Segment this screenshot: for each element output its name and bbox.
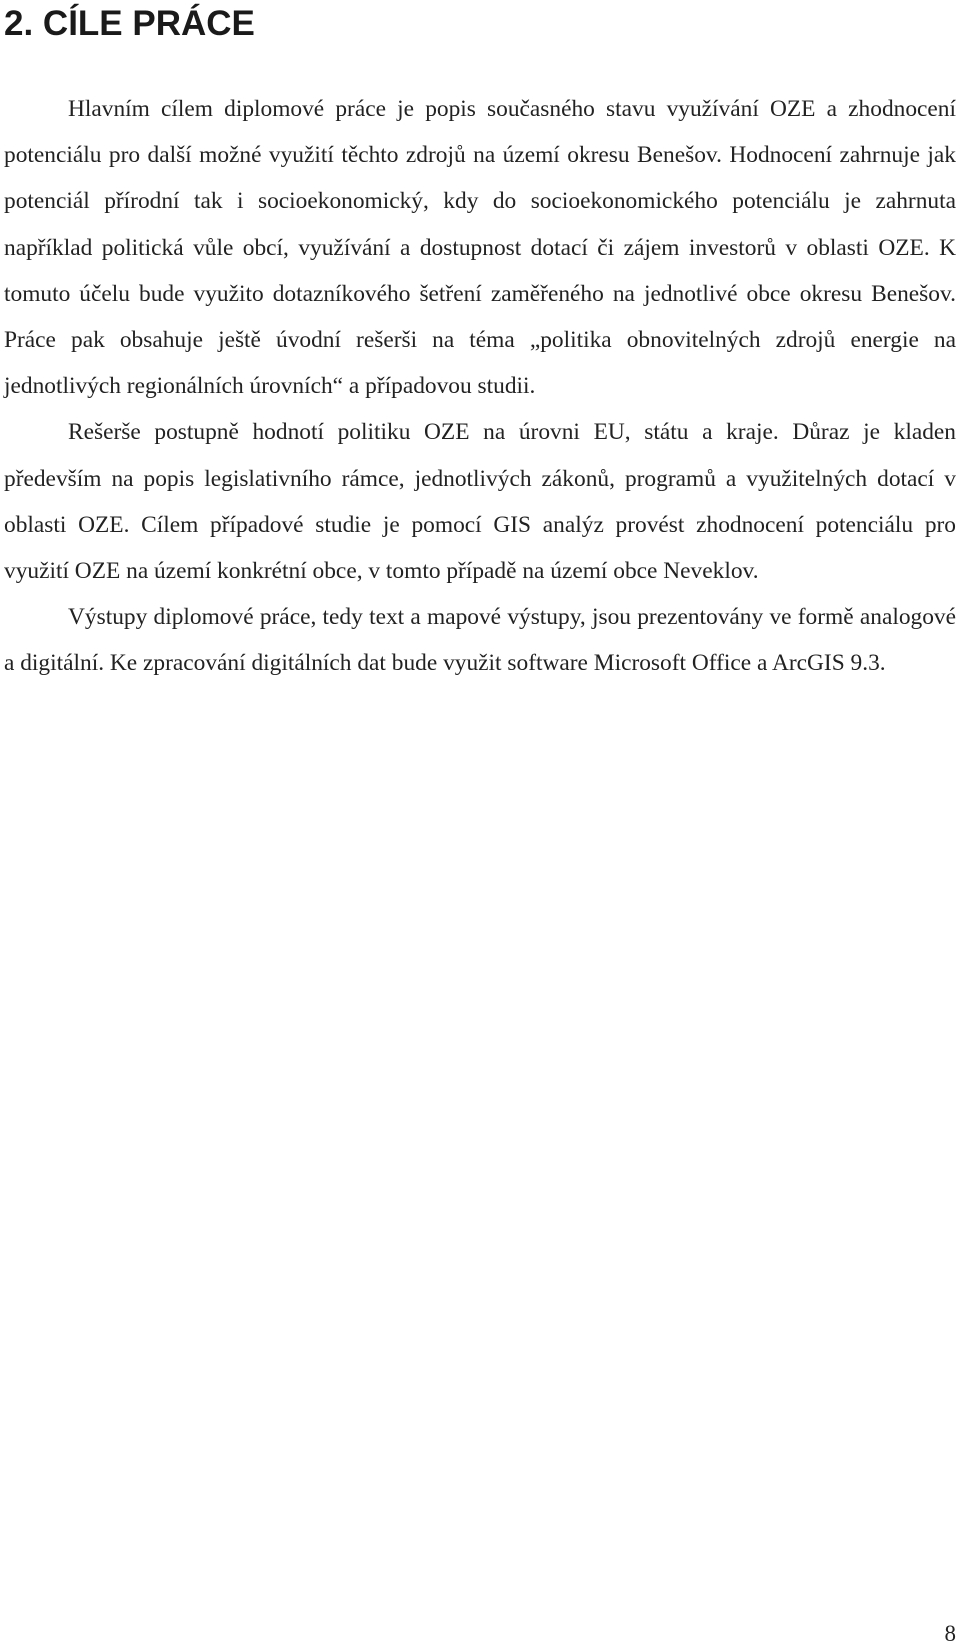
page-number: 8	[944, 1621, 956, 1646]
body-text	[4, 86, 956, 687]
section-heading: 2. CÍLE PRÁCE	[4, 4, 255, 43]
paragraph-research: Rešerše postupně hodnotí politiku OZE na úrovni EU, státu a kraje. Důraz je kladen především na popis legislativního rámce, jednotlivých zákonů, programů a využitelných dotací v oblasti OZE. Cílem případové studie je pomocí GIS analýz provést zhodnocení potenciálu pro využití OZE na území konkrétní obce, v tomto případě na území obce Neveklov.	[4, 419, 956, 585]
paragraph-outputs: Výstupy diplomové práce, tedy text a mapové výstupy, jsou prezentovány ve formě analogové a digitální. Ke zpracování digitálních dat bude využit software Microsoft Office a ArcGIS 9.3.	[4, 604, 956, 677]
paragraph-goals: Hlavním cílem diplomové práce je popis současného stavu využívání OZE a zhodnocení potenciálu pro další možné využití těchto zdrojů na území okresu Benešov. Hodnocení zahrnuje jak potenciál přírodní tak i socioekonomický, kdy do socioekonomického potenciálu je zahrnuta například politická vůle obcí, využívání a dostupnost dotací či zájem investorů v oblasti OZE. K tomuto účelu bude využito dotazníkového šetření zaměřeného na jednotlivé obce okresu Benešov. Práce pak obsahuje ještě úvodní rešerši na téma „politika obnovitelných zdrojů energie na jednotlivých regionálních úrovních“ a případovou studii.	[4, 96, 956, 400]
